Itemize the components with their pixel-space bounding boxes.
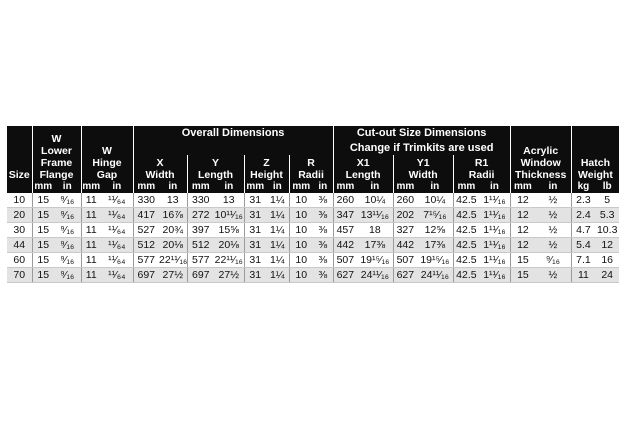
- table-cell: 260: [393, 193, 417, 208]
- table-cell: 397: [187, 223, 214, 238]
- table-cell: 42.5: [453, 253, 479, 268]
- table-cell: 10: [289, 238, 313, 253]
- header-cutout-size-dimensions: Cut-out Size Dimensions: [333, 126, 510, 141]
- hatch-dimension-table-wrapper: [7, 126, 618, 283]
- unit-cell: lb: [595, 181, 619, 193]
- header-overall-spacer: [133, 141, 333, 155]
- table-cell: 17⅜: [417, 238, 453, 253]
- table-cell: 44: [7, 238, 32, 253]
- table-cell: 11: [81, 238, 101, 253]
- table-cell: 19¹⁵⁄₁₆: [417, 253, 453, 268]
- table-cell: ¹¹⁄₆₄: [101, 193, 133, 208]
- table-body: [7, 193, 619, 283]
- table-cell: 15⅝: [214, 223, 244, 238]
- table-cell: 527: [133, 223, 159, 238]
- table-cell: ½: [535, 208, 571, 223]
- table-cell: 17⅜: [357, 238, 393, 253]
- table-cell: 22¹¹⁄₁₆: [214, 254, 243, 266]
- table-cell: ½: [535, 238, 571, 253]
- header-r-radii: R Radii: [289, 155, 333, 181]
- table-cell: ⅜: [313, 253, 333, 268]
- unit-cell: in: [266, 181, 289, 193]
- unit-cell-blank: [7, 181, 32, 193]
- unit-cell: in: [54, 181, 81, 193]
- table-cell: 1¼: [266, 253, 289, 268]
- table-cell: 627: [393, 268, 417, 283]
- table-cell: ⅜: [313, 208, 333, 223]
- table-cell: 442: [393, 238, 417, 253]
- table-cell: 18: [357, 223, 393, 238]
- table-cell: 1¹¹⁄₁₆: [479, 193, 510, 208]
- table-cell: ⁹⁄₁₆: [54, 208, 81, 223]
- table-cell: 1¼: [266, 223, 289, 238]
- table-cell: 7¹⁵⁄₁₆: [417, 208, 453, 223]
- unit-cell: mm: [453, 181, 479, 193]
- table-cell: 697: [187, 268, 214, 283]
- table-cell: 19¹⁵⁄₁₆: [357, 253, 393, 268]
- table-cell: 1¼: [266, 193, 289, 208]
- table-cell: 10¹¹⁄₁₆: [214, 209, 243, 221]
- table-cell: ⅜: [313, 268, 333, 283]
- table-row: [7, 238, 619, 253]
- table-row: [7, 223, 619, 238]
- unit-cell: mm: [333, 181, 357, 193]
- table-cell: 12: [510, 208, 535, 223]
- header-overall-dimensions: Overall Dimensions: [133, 126, 333, 141]
- table-cell: 12⅝: [417, 223, 453, 238]
- table-cell: 15: [32, 223, 54, 238]
- table-cell: ⅜: [313, 238, 333, 253]
- table-cell: 31: [244, 193, 266, 208]
- table-cell: 15: [32, 208, 54, 223]
- table-cell: 1¼: [266, 268, 289, 283]
- table-cell: 10¼: [417, 193, 453, 208]
- table-cell: ⅜: [313, 223, 333, 238]
- table-cell: ⁹⁄₁₆: [535, 253, 571, 268]
- table-cell: 327: [393, 223, 417, 238]
- table-cell: 42.5: [453, 268, 479, 283]
- table-cell: 31: [244, 268, 266, 283]
- table-cell: 1¹¹⁄₁₆: [479, 208, 510, 223]
- table-cell: 42.5: [453, 193, 479, 208]
- table-cell: 24¹¹⁄₁₆: [417, 268, 453, 283]
- table-cell: 512: [133, 238, 159, 253]
- table-cell: 697: [133, 268, 159, 283]
- table-cell: 330: [133, 193, 159, 208]
- table-cell: 10: [289, 208, 313, 223]
- table-cell: 31: [244, 223, 266, 238]
- header-acrylic-window-thickness: Acrylic Window Thickness: [510, 126, 571, 181]
- table-row: [7, 208, 619, 223]
- table-cell: ¹¹⁄₆₄: [101, 238, 133, 253]
- table-cell: 347: [333, 208, 357, 223]
- table-cell: 13: [214, 193, 244, 208]
- table-cell: 15: [510, 253, 535, 268]
- table-cell: 20⅛: [159, 238, 187, 253]
- table-cell: 1¹¹⁄₁₆: [479, 238, 510, 253]
- table-cell: ⁹⁄₁₆: [54, 223, 81, 238]
- table-cell: 16: [595, 253, 619, 268]
- header-cutout-subtitle: Change if Trimkits are used: [333, 141, 510, 155]
- table-cell: 7.1: [571, 253, 595, 268]
- table-cell: ⁹⁄₁₆: [54, 193, 81, 208]
- table-cell: 11: [81, 208, 101, 223]
- table-cell: 12: [510, 193, 535, 208]
- table-cell: 5.4: [571, 238, 595, 253]
- table-cell: 15: [32, 253, 54, 268]
- unit-cell: in: [535, 181, 571, 193]
- table-cell: ¹¹⁄₆₄: [101, 223, 133, 238]
- table-cell: 16⅞: [159, 208, 187, 223]
- table-cell: 15: [510, 268, 535, 283]
- unit-cell: mm: [133, 181, 159, 193]
- table-cell: 22¹¹⁄₁₆: [159, 254, 188, 266]
- table-cell: 1¼: [266, 238, 289, 253]
- table-cell: 11: [81, 253, 101, 268]
- table-cell: 60: [7, 253, 32, 268]
- header-w-lower-frame-flange: W Lower Frame Flange: [32, 126, 81, 181]
- table-cell: 1¹¹⁄₁₆: [479, 253, 510, 268]
- header-r1-radii: R1 Radii: [453, 155, 510, 181]
- table-cell: 442: [333, 238, 357, 253]
- table-cell: 10¼: [357, 193, 393, 208]
- table-cell: 31: [244, 253, 266, 268]
- table-header: [7, 126, 619, 193]
- table-cell: ½: [535, 268, 571, 283]
- table-cell: 42.5: [453, 208, 479, 223]
- table-cell: ⁹⁄₁₆: [54, 238, 81, 253]
- table-cell: 1¼: [266, 208, 289, 223]
- table-cell: 5.3: [595, 208, 619, 223]
- table-cell: 27½: [214, 268, 244, 283]
- unit-cell: mm: [510, 181, 535, 193]
- table-cell: ½: [535, 223, 571, 238]
- unit-cell: in: [159, 181, 187, 193]
- table-cell: 31: [244, 238, 266, 253]
- unit-cell: mm: [32, 181, 54, 193]
- table-cell: 12: [595, 238, 619, 253]
- table-row: [7, 253, 619, 268]
- units-row: [7, 181, 619, 193]
- table-cell: 272: [187, 208, 214, 223]
- unit-cell: in: [479, 181, 510, 193]
- header-hatch-weight: Hatch Weight: [571, 126, 619, 181]
- table-cell: 1¹¹⁄₁₆: [479, 223, 510, 238]
- header-x1-length: X1 Length: [333, 155, 393, 181]
- unit-cell: mm: [289, 181, 313, 193]
- table-cell: 11: [571, 268, 595, 283]
- table-cell: 30: [7, 223, 32, 238]
- table-cell: 507: [333, 253, 357, 268]
- table-cell: 12: [510, 223, 535, 238]
- header-w-hinge-gap: W Hinge Gap: [81, 126, 133, 181]
- table-cell: 10: [7, 193, 32, 208]
- table-cell: 31: [244, 208, 266, 223]
- table-cell: 202: [393, 208, 417, 223]
- table-cell: 507: [393, 253, 417, 268]
- header-y1-width: Y1 Width: [393, 155, 453, 181]
- table-cell: 1¹¹⁄₁₆: [479, 268, 510, 283]
- table-cell: 15: [32, 193, 54, 208]
- table-cell: 70: [7, 268, 32, 283]
- unit-cell: kg: [571, 181, 595, 193]
- table-cell: ¹¹⁄₆₄: [101, 253, 133, 268]
- table-cell: 512: [187, 238, 214, 253]
- table-cell: 12: [510, 238, 535, 253]
- table-cell: ¹¹⁄₆₄: [101, 208, 133, 223]
- table-cell: 24: [595, 268, 619, 283]
- table-cell: 2.3: [571, 193, 595, 208]
- table-cell: 42.5: [453, 238, 479, 253]
- unit-cell: mm: [82, 181, 101, 192]
- table-cell: 627: [333, 268, 357, 283]
- table-cell: 15: [32, 268, 54, 283]
- table-cell: 10: [289, 253, 313, 268]
- unit-cell: in: [313, 181, 333, 193]
- table-cell: 457: [333, 223, 357, 238]
- table-cell: 10: [289, 193, 313, 208]
- table-cell: 11: [81, 193, 101, 208]
- table-cell: ½: [535, 193, 571, 208]
- table-cell: ¹¹⁄₆₄: [101, 268, 133, 283]
- table-cell: 11: [81, 223, 101, 238]
- table-cell: 15: [32, 238, 54, 253]
- unit-cell: in: [417, 181, 453, 193]
- table-cell: 27½: [159, 268, 187, 283]
- unit-cell: in: [357, 181, 393, 193]
- table-cell: 10: [289, 268, 313, 283]
- table-cell: 20: [7, 208, 32, 223]
- table-cell: ⅜: [313, 193, 333, 208]
- table-cell: 13¹¹⁄₁₆: [357, 208, 393, 223]
- table-cell: 13: [159, 193, 187, 208]
- table-cell: ⁹⁄₁₆: [54, 268, 81, 283]
- table-row: [7, 268, 619, 283]
- table-cell: 260: [333, 193, 357, 208]
- table-cell: 2.4: [571, 208, 595, 223]
- unit-cell: in: [101, 181, 133, 193]
- unit-cell: mm: [393, 181, 417, 193]
- table-cell: 20¾: [159, 223, 187, 238]
- table-cell: 10.3: [596, 224, 618, 236]
- table-cell: 5: [595, 193, 619, 208]
- table-cell: 24¹¹⁄₁₆: [357, 268, 393, 283]
- table-cell: ⁹⁄₁₆: [54, 253, 81, 268]
- table-row: [7, 193, 619, 208]
- table-cell: 20⅛: [214, 238, 244, 253]
- header-x-width: X Width: [133, 155, 187, 181]
- table-cell: 11: [81, 268, 101, 283]
- unit-cell: mm: [187, 181, 214, 193]
- unit-cell: mm: [244, 181, 266, 193]
- table-cell: 4.7: [571, 223, 595, 238]
- table-cell: 577: [187, 253, 214, 268]
- header-z-height: Z Height: [244, 155, 289, 181]
- table-cell: 10: [289, 223, 313, 238]
- hatch-dimension-table: [7, 126, 619, 283]
- header-size: Size: [7, 126, 32, 181]
- header-y-length: Y Length: [187, 155, 244, 181]
- table-cell: 42.5: [453, 223, 479, 238]
- table-cell: 577: [133, 253, 159, 268]
- table-cell: 330: [187, 193, 214, 208]
- unit-cell: in: [214, 181, 244, 193]
- table-cell: 417: [133, 208, 159, 223]
